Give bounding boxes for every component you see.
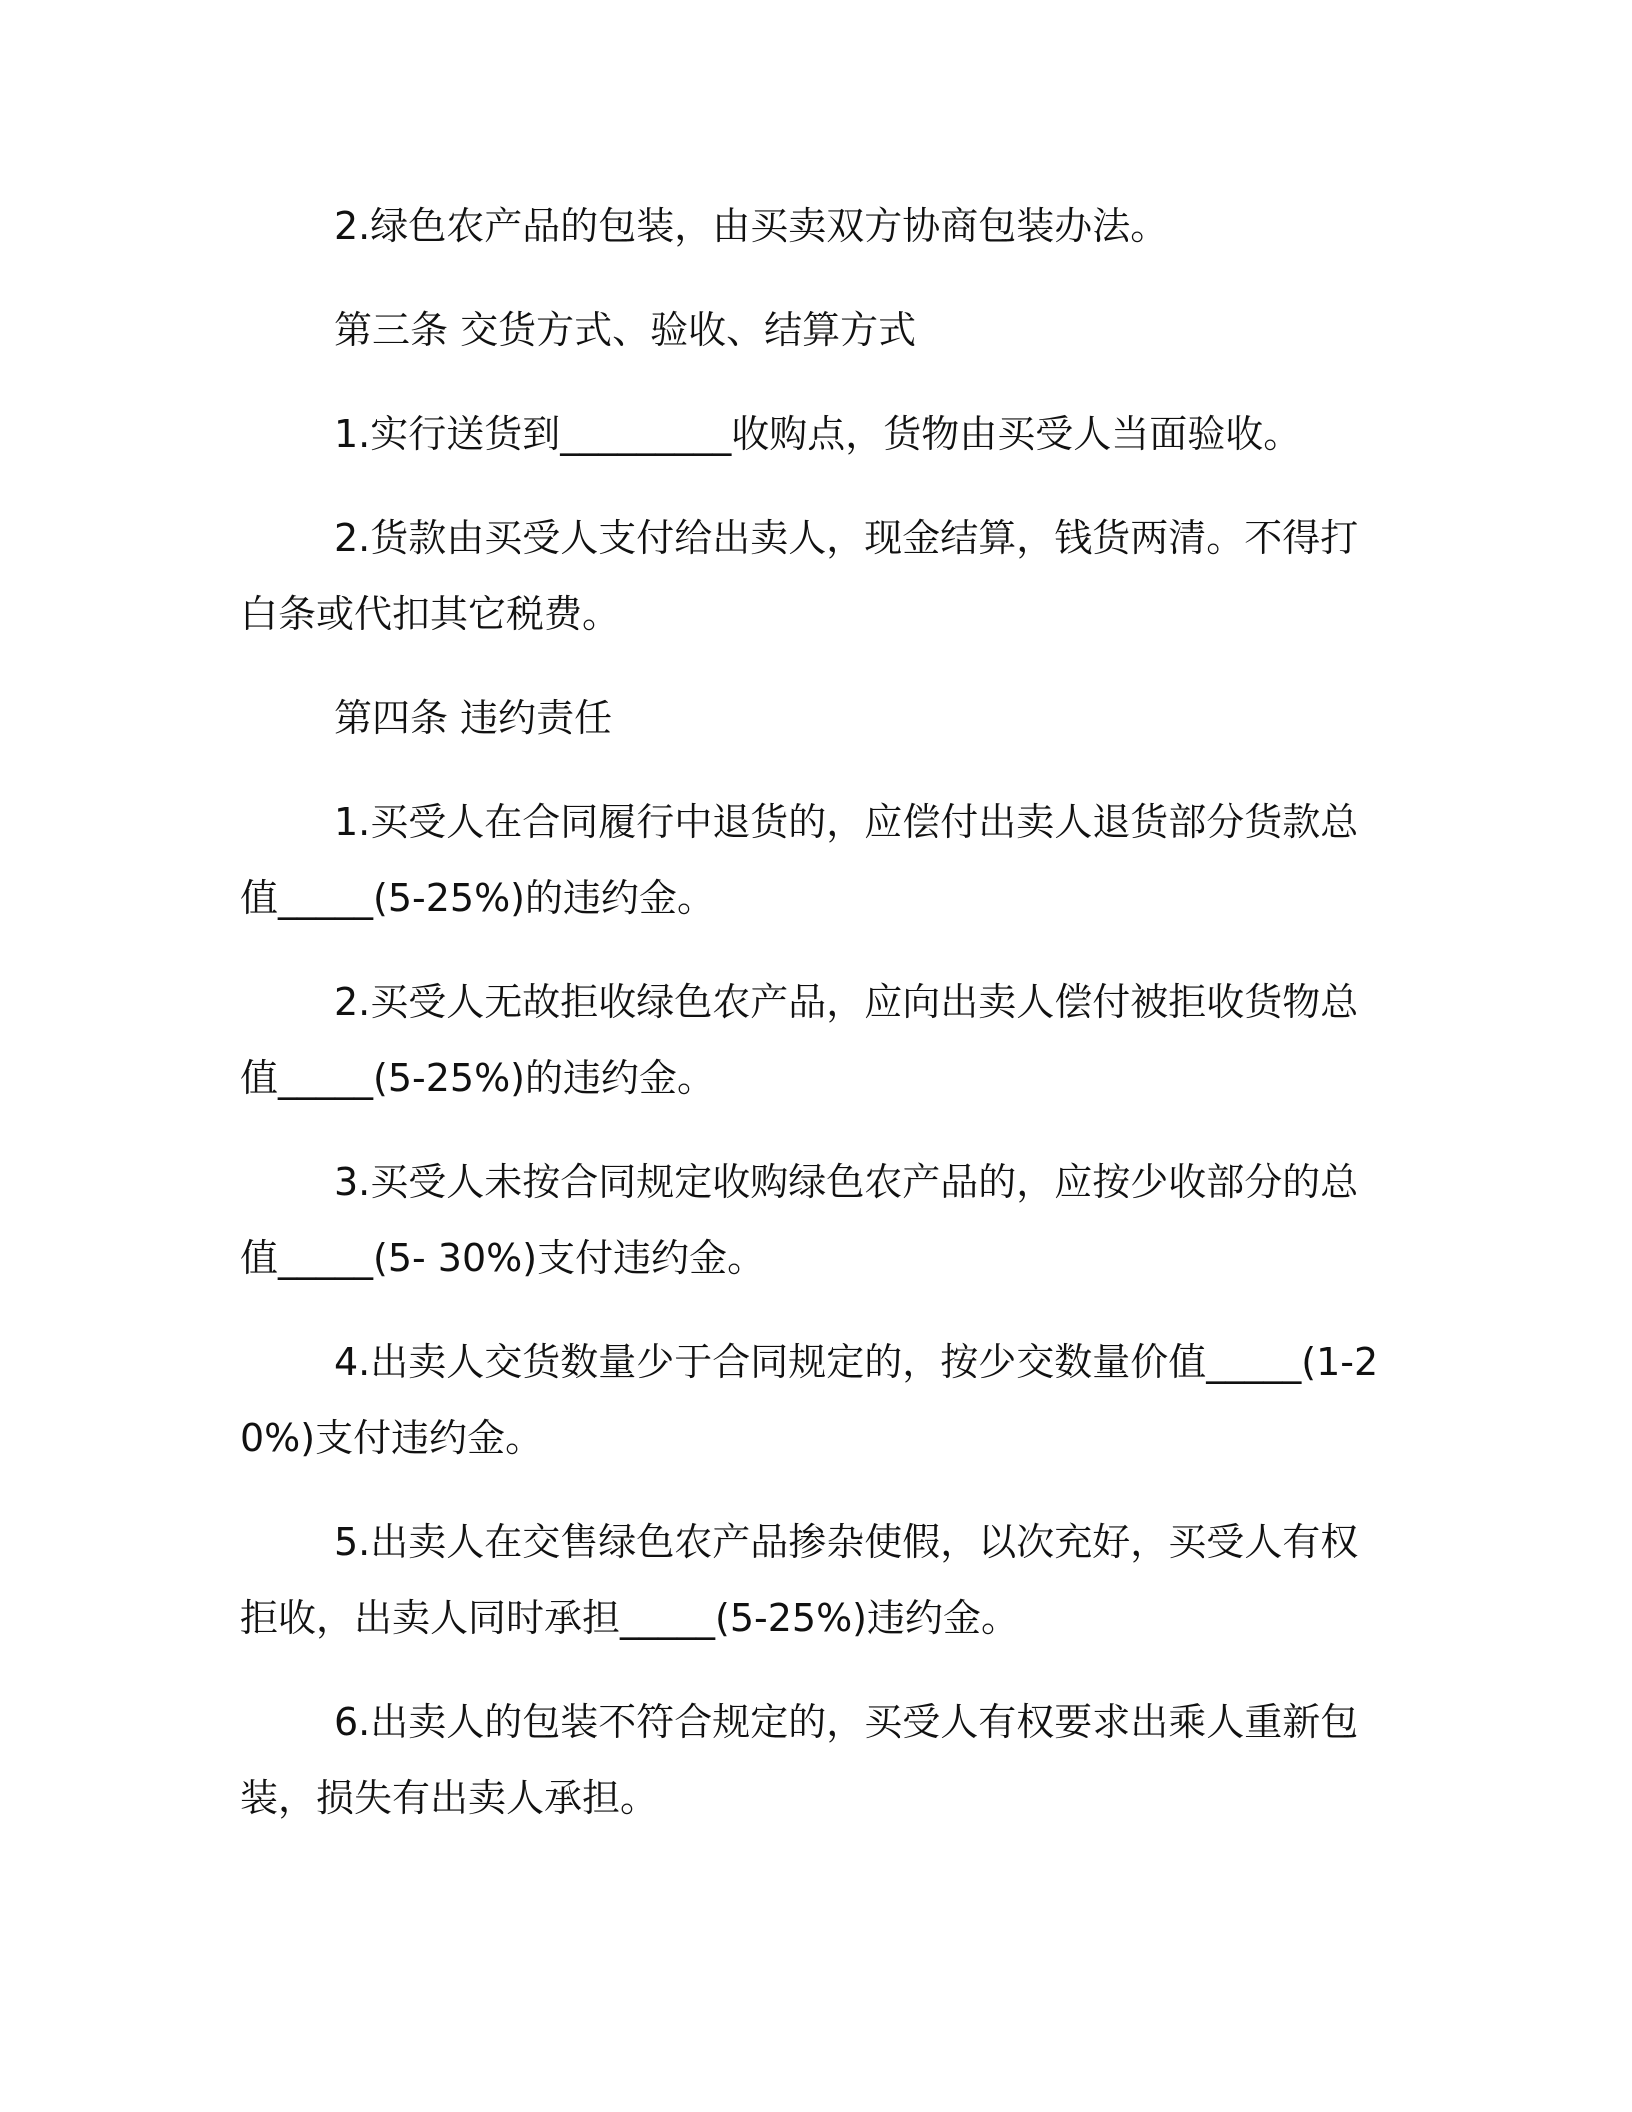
penalty-clause-1: 1.买受人在合同履行中退货的，应偿付出卖人退货部分货款总值_____(5-25%)的违约金。	[240, 800, 1359, 920]
penalty-clause-4: 4.出卖人交货数量少于合同规定的，按少交数量价值_____(1-20%)支付违约金。	[240, 1340, 1379, 1460]
clause-delivery: 1.实行送货到_________收购点，货物由买受人当面验收。	[334, 412, 1302, 456]
penalty-clause-6: 6.出卖人的包装不符合规定的，买受人有权要求出乘人重新包装，损失有出卖人承担。	[240, 1700, 1359, 1820]
penalty-clause-2: 2.买受人无故拒收绿色农产品，应向出卖人偿付被拒收货物总值_____(5-25%)的违约金。	[240, 980, 1359, 1100]
article-4-heading: 第四条 违约责任	[334, 696, 613, 740]
document-body	[240, 188, 1380, 1864]
penalty-clause-5: 5.出卖人在交售绿色农产品掺杂使假，以次充好，买受人有权拒收，出卖人同时承担_____(5-25%)违约金。	[240, 1520, 1359, 1640]
article-3-heading: 第三条 交货方式、验收、结算方式	[334, 308, 917, 352]
clause-packaging: 2.绿色农产品的包装，由买卖双方协商包装办法。	[334, 204, 1169, 248]
clause-payment: 2.货款由买受人支付给出卖人，现金结算，钱货两清。不得打白条或代扣其它税费。	[240, 516, 1359, 636]
penalty-clause-3: 3.买受人未按合同规定收购绿色农产品的，应按少收部分的总值_____(5- 30%)支付违约金。	[240, 1160, 1359, 1280]
